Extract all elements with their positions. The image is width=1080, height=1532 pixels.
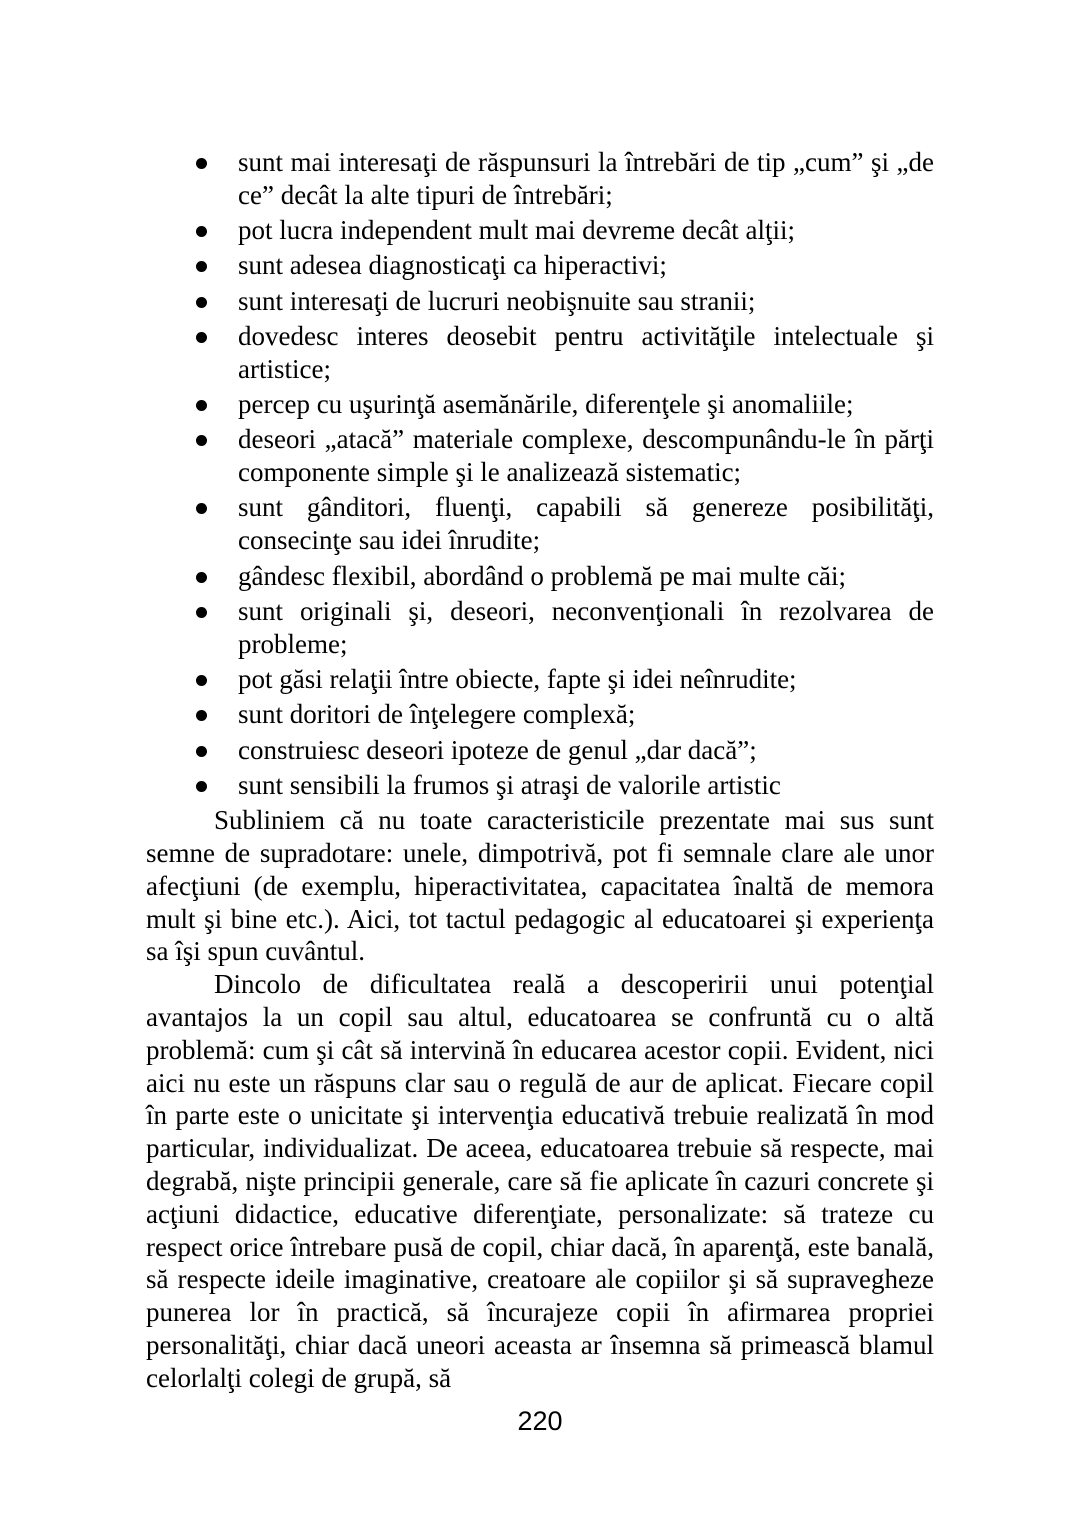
bullet-icon — [196, 158, 207, 169]
bullet-icon — [196, 710, 207, 721]
paragraph-caveat: Subliniem că nu toate caracteristicile prezentate mai sus sunt semne de supradotare: unele, dimpotrivă, pot fi semnale clare ale unor afecţiuni (de exemplu, hiperactivitatea, capacitatea înaltă de memora mult şi bine etc.). Aici, tot tactul pedagogic al educatoarei şi experienţa sa îşi spun cuvântul. — [146, 805, 934, 967]
list-item — [146, 423, 934, 489]
bullet-icon — [196, 400, 207, 411]
list-item — [146, 734, 934, 767]
bullet-icon — [196, 435, 207, 446]
bullet-icon — [196, 572, 207, 583]
list-item-text: pot lucra independent mult mai devreme decât alţii; — [238, 215, 796, 246]
bullet-icon — [196, 607, 207, 618]
list-item — [146, 320, 934, 386]
list-item — [146, 491, 934, 557]
list-item-text: dovedesc interes deosebit pentru activităţile intelectuale şi artistice; — [238, 320, 934, 384]
bullet-icon — [196, 503, 207, 514]
bullet-icon — [196, 226, 207, 237]
list-item — [146, 769, 934, 802]
list-item-text: construiesc deseori ipoteze de genul „dar dacă”; — [238, 734, 757, 765]
list-item-text: percep cu uşurinţă asemănările, diferenţele şi anomaliile; — [238, 389, 854, 420]
list-item-text: sunt interesaţi de lucruri neobişnuite sau stranii; — [238, 285, 756, 316]
bullet-icon — [196, 675, 207, 686]
bullet-icon — [196, 746, 207, 757]
list-item-text: sunt gânditori, fluenţi, capabili să genereze posibilităţi, consecinţe sau idei înrudite; — [238, 492, 934, 556]
list-item — [146, 595, 934, 661]
page-number: 220 — [517, 1406, 563, 1436]
list-item-text: sunt adesea diagnosticaţi ca hiperactivi; — [238, 250, 667, 281]
list-item — [146, 388, 934, 421]
page-body — [146, 146, 934, 1394]
list-item-text: sunt sensibili la frumos şi atraşi de valorile artistic — [238, 769, 781, 800]
list-item — [146, 698, 934, 731]
list-item-text: pot găsi relaţii între obiecte, fapte şi idei neînrudite; — [238, 663, 797, 694]
list-item — [146, 560, 934, 593]
list-item-text: sunt mai interesaţi de răspunsuri la întrebări de tip „cum” şi „de ce” decât la alte tipuri de întrebări; — [238, 147, 934, 210]
bullet-icon — [196, 332, 207, 343]
bullet-icon — [196, 261, 207, 272]
list-item-text: gândesc flexibil, abordând o problemă pe mai multe căi; — [238, 560, 847, 591]
bullet-icon — [196, 781, 207, 792]
paragraph-intervention: Dincolo de dificultatea reală a descoperirii unui potenţial avantajos la un copil sau altul, educatoarea se confruntă cu o altă problemă: cum şi cât să intervină în educarea acestor copii. Evident, nici aici nu este un răspuns clar sau o regulă de aur de aplicat. Fiecare copil în parte este o unicitate şi intervenţia educativă trebuie realizată în mod particular, individualizat. De aceea, educatoarea trebuie să respecte, mai degrabă, nişte principii generale, care să fie aplicate în cazuri concrete şi acţiuni didactice, educative diferenţiate, personalizate: să trateze cu respect orice întrebare pusă de copil, chiar dacă, în aparenţă, este banală, să respecte ideile imaginative, creatoare ale copiilor şi să supravegheze punerea lor în practică, să încurajeze copii în afirmarea propriei personalităţi, chiar dacă uneori aceasta ar însemna să primească blamul celorlalţi colegi de grupă, să — [146, 969, 934, 1393]
traits-bullet-list — [146, 146, 934, 802]
list-item-text: deseori „atacă” materiale complexe, descompunându-le în părţi componente simple şi le analizează sistematic; — [238, 424, 934, 488]
list-item — [146, 285, 934, 318]
list-item — [146, 146, 934, 212]
list-item — [146, 214, 934, 247]
list-item-text: sunt originali şi, deseori, neconvenţionali în rezolvarea de probleme; — [238, 595, 934, 659]
list-item-text: sunt doritori de înţelegere complexă; — [238, 699, 636, 730]
bullet-icon — [196, 297, 207, 308]
list-item — [146, 249, 934, 282]
list-item — [146, 663, 934, 696]
